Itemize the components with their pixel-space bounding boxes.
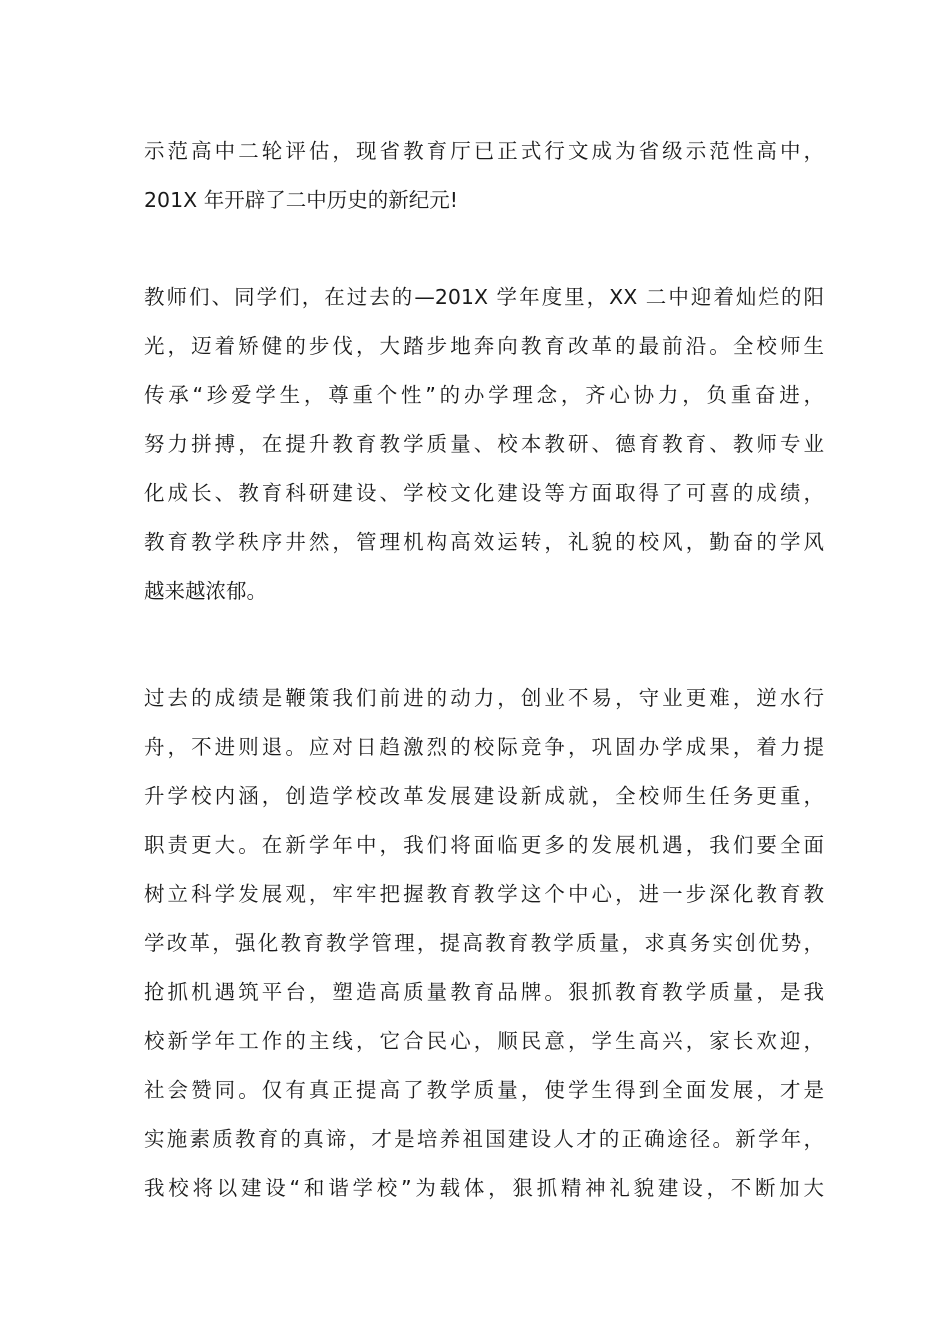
paragraph-1 [144,127,824,225]
text-line: 教师们、同学们，在过去的—201X 学年度里，XX 二中迎着灿烂的阳 [144,285,824,309]
text-line: 社会赞同。仅有真正提高了教学质量，使学生得到全面发展，才是 [144,1078,824,1102]
text-line: 传承“珍爱学生，尊重个性”的办学理念，齐心协力，负重奋进， [144,383,824,407]
text-line: 树立科学发展观，牢牢把握教育教学这个中心，进一步深化教育教 [144,882,824,906]
text-line: 过去的成绩是鞭策我们前进的动力，创业不易，守业更难，逆水行 [144,686,824,710]
paragraph-2 [144,273,824,616]
paragraph-3 [144,674,824,1213]
text-line: 职责更大。在新学年中，我们将面临更多的发展机遇，我们要全面 [144,833,824,857]
text-line: 升学校内涵，创造学校改革发展建设新成就，全校师生任务更重， [144,784,824,808]
text-line: 学改革，强化教育教学管理，提高教育教学质量，求真务实创优势， [144,931,824,955]
text-line: 我校将以建设“和谐学校”为载体，狠抓精神礼貌建设，不断加大 [144,1176,824,1200]
text-line: 201X 年开辟了二中历史的新纪元! [144,188,458,212]
text-line: 示范高中二轮评估，现省教育厅已正式行文成为省级示范性高中， [144,139,824,163]
text-line: 舟，不进则退。应对日趋激烈的校际竞争，巩固办学成果，着力提 [144,735,824,759]
text-line: 校新学年工作的主线，它合民心，顺民意，学生高兴，家长欢迎， [144,1029,824,1053]
text-line: 抢抓机遇筑平台，塑造高质量教育品牌。狠抓教育教学质量，是我 [144,980,824,1004]
text-line: 光，迈着矫健的步伐，大踏步地奔向教育改革的最前沿。全校师生 [144,334,824,358]
text-line: 努力拼搏，在提升教育教学质量、校本教研、德育教育、教师专业 [144,432,824,456]
text-line: 越来越浓郁。 [144,579,267,603]
text-line: 教育教学秩序井然，管理机构高效运转，礼貌的校风，勤奋的学风 [144,530,824,554]
text-line: 实施素质教育的真谛，才是培养祖国建设人才的正确途径。新学年， [144,1127,824,1151]
text-line: 化成长、教育科研建设、学校文化建设等方面取得了可喜的成绩， [144,481,824,505]
